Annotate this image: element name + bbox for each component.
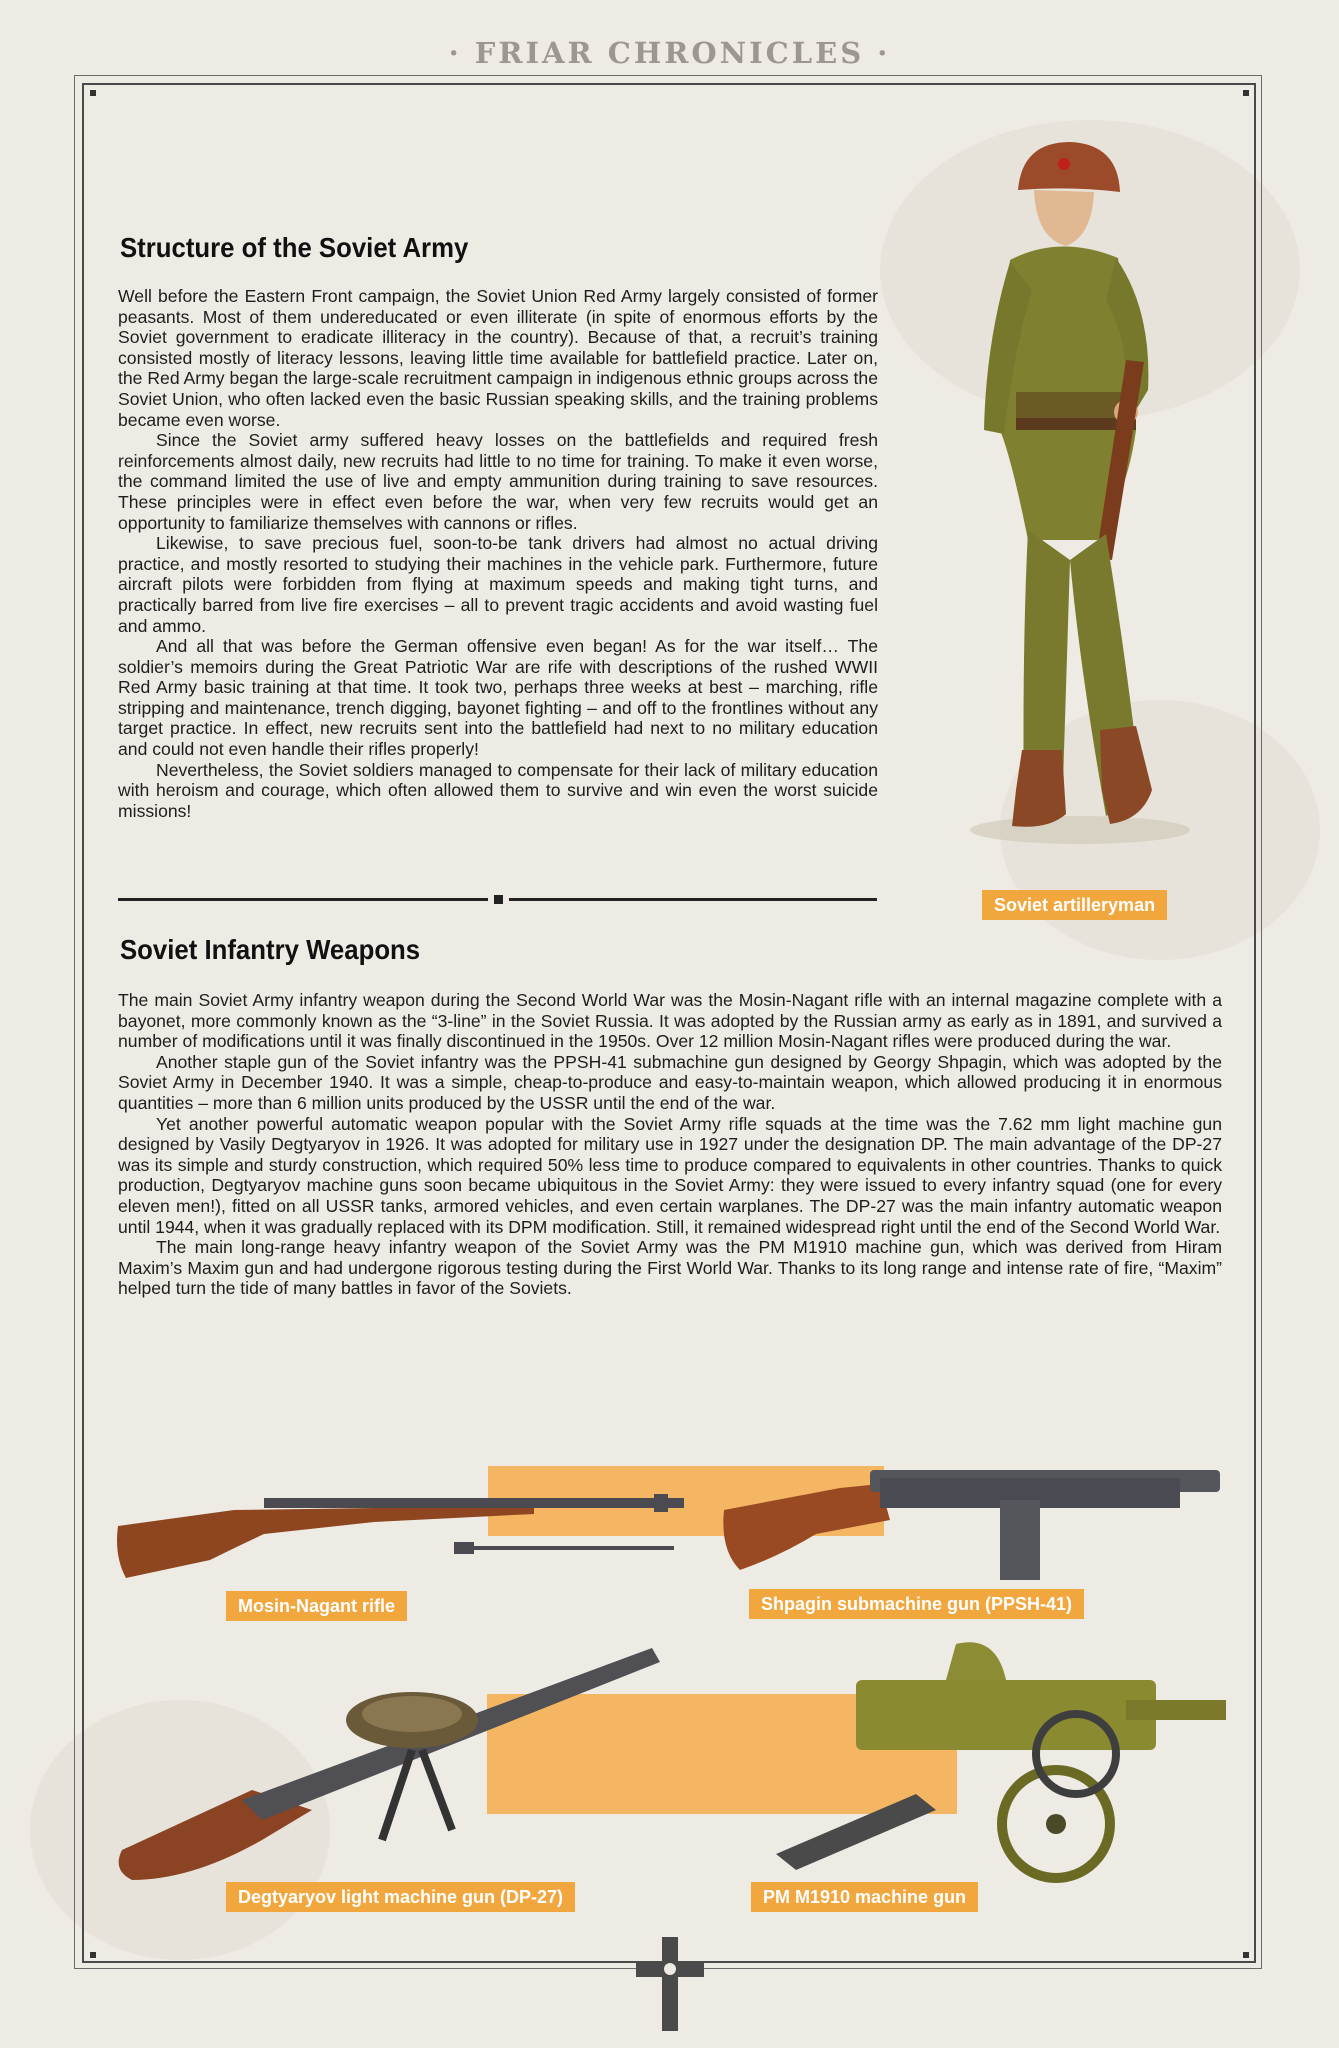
paragraph: Well before the Eastern Front campaign, the Soviet Union Red Army largely consisted of former peasants. Most of them undereducated or even illiterate (in spite of enormous efforts by the Soviet government to eradicate illiteracy in the country). Because of that, a recruit’s training consisted mostly of literacy lessons, leaving little time available for battlefield practice. Later on, the Red Army began the large-scale recruitment campaign in indigenous ethnic groups across the Soviet Union, who often lacked even the basic Russian speaking skills, and the training problems became even worse. (118, 286, 878, 430)
caption-ppsh-41: Shpagin submachine gun (PPSH-41) (749, 1589, 1084, 1619)
dp-27-illustration (112, 1640, 682, 1890)
paragraph: Another staple gun of the Soviet infantry was the PPSH-41 submachine gun designed by Georgy Shpagin, which was adopted by the Soviet Army in December 1940. It was a simple, cheap-to-produce and easy-to-maintain weapon, which allowed producing it in enormous quantities – more than 6 million units produced by the USSR until the end of the war. (118, 1051, 1222, 1113)
mosin-nagant-rifle-illustration (114, 1486, 684, 1596)
frame-corner (90, 90, 96, 96)
caption-pm-m1910: PM M1910 machine gun (751, 1882, 978, 1912)
caption-mosin-nagant-rifle: Mosin-Nagant rifle (226, 1591, 407, 1621)
page-header: · FRIAR CHRONICLES · (448, 36, 891, 70)
section-divider-dot (494, 895, 503, 904)
section-title-structure: Structure of the Soviet Army (120, 232, 469, 263)
section-divider-right (509, 898, 877, 901)
caption-dp-27: Degtyaryov light machine gun (DP-27) (226, 1882, 575, 1912)
soviet-artilleryman-illustration (930, 130, 1210, 850)
frame-corner (1243, 1952, 1249, 1958)
frame-corner (90, 1952, 96, 1958)
cross-emblem (636, 1937, 704, 2031)
caption-soviet-artilleryman: Soviet artilleryman (982, 890, 1167, 920)
paragraph: Since the Soviet army suffered heavy losses on the battlefields and required fresh reinforcements almost daily, new recruits had little to no time for training. To make it even worse, the command limited the use of live and empty ammunition during training to save resources. These principles were in effect even before the war, when very few recruits would get an opportunity to familiarize themselves with cannons or rifles. (118, 430, 878, 533)
paragraph: Yet another powerful automatic weapon popular with the Soviet Army rifle squads at the time was the 7.62 mm light machine gun designed by Vasily Degtyaryov in 1926. It was adopted for military use in 1927 under the designation DP. The main advantage of the DP-27 was its simple and sturdy construction, which required 50% less time to produce compared to equivalents in other countries. Thanks to quick production, Degtyaryov machine guns soon became ubiquitous in the Soviet Army: they were issued to every infantry squad (one for every eleven men!), fitted on all USSR tanks, armored vehicles, and even certain warplanes. The DP-27 was the main infantry automatic weapon until 1944, when it was gradually replaced with its DPM modification. Still, it remained widespread right until the end of the Second World War. (118, 1113, 1222, 1237)
paragraph: And all that was before the German offensive even began! As for the war itself… The soldier’s memoirs during the Great Patriotic War are rife with descriptions of the rushed WWII Red Army basic training at that time. It took two, perhaps three weeks at best – marching, rifle stripping and maintenance, trench digging, bayonet fighting – and off to the frontlines without any target practice. In effect, new recruits sent into the battlefield had next to no military education and could not even handle their rifles properly! (118, 636, 878, 760)
ppsh-41-illustration (720, 1460, 1230, 1590)
paragraph: The main Soviet Army infantry weapon during the Second World War was the Mosin-Nagant rifle with an internal magazine complete with a bayonet, more commonly known as the “3-line” in the Soviet Russia. It was adopted by the Russian army as early as in 1891, and survived a number of modifications until it was finally discontinued in the 1950s. Over 12 million Mosin-Nagant rifles were produced during the war. (118, 990, 1222, 1052)
paragraph: Nevertheless, the Soviet soldiers managed to compensate for their lack of military education with heroism and courage, which often allowed them to survive and win even the worst suicide missions! (118, 759, 878, 821)
paragraph: The main long-range heavy infantry weapon of the Soviet Army was the PM M1910 machine gun, which was derived from Hiram Maxim’s Maxim gun and had undergone rigorous testing during the First World War. Thanks to its long range and intense rate of fire, “Maxim” helped turn the tide of many battles in favor of the Soviets. (118, 1237, 1222, 1299)
section-title-weapons: Soviet Infantry Weapons (120, 934, 421, 965)
section-body-weapons (118, 990, 1222, 1299)
paragraph: Likewise, to save precious fuel, soon-to-be tank drivers had almost no actual driving practice, and mostly resorted to studying their machines in the vehicle park. Furthermore, future aircraft pilots were forbidden from flying at maximum speeds and making tight turns, and practically barred from live fire exercises – all to prevent tragic accidents and avoid wasting fuel and ammo. (118, 533, 878, 636)
frame-corner (1243, 90, 1249, 96)
pm-m1910-maxim-illustration (756, 1634, 1236, 1894)
section-divider-left (118, 898, 488, 901)
section-body-structure (118, 286, 878, 821)
